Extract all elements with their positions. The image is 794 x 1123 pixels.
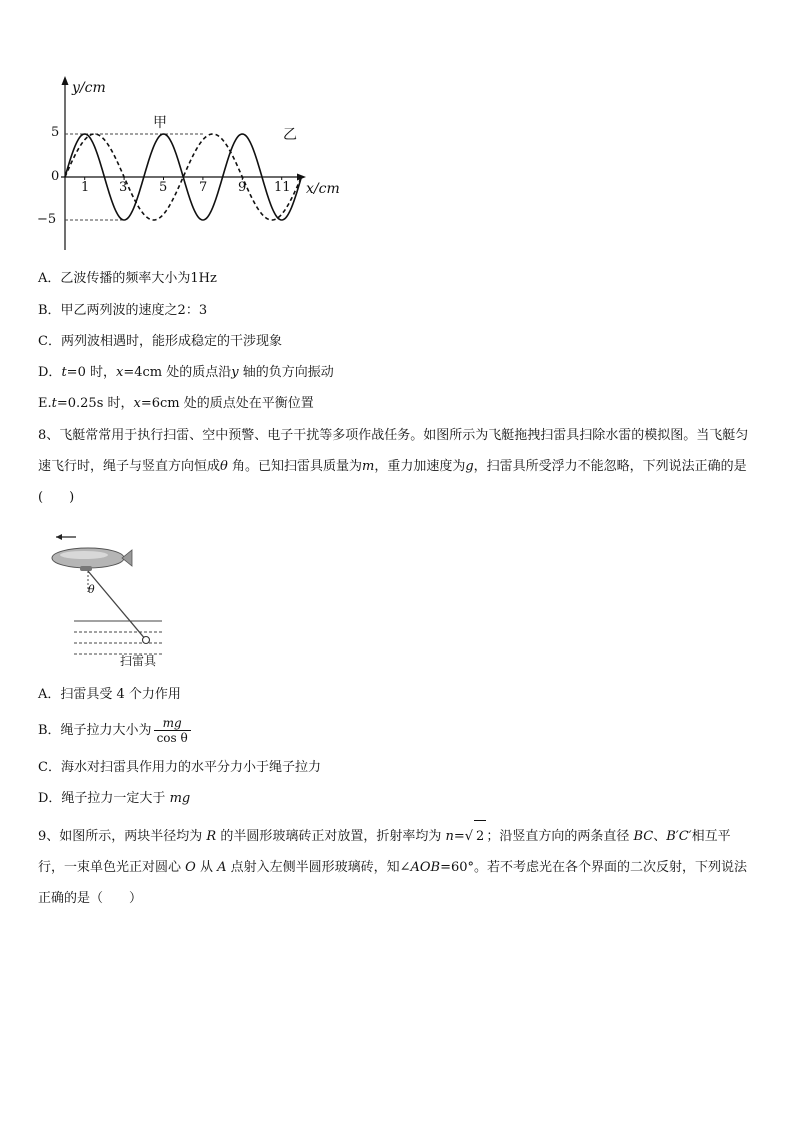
y-tick-neg5: −5 bbox=[37, 212, 57, 227]
q8-option-c: C．海水对扫雷具作用力的水平分力小于绳子拉力 bbox=[38, 760, 321, 775]
x-tick-11: 11 bbox=[274, 180, 291, 195]
q8-option-a: A．扫雷具受 4 个力作用 bbox=[38, 687, 181, 702]
airship bbox=[52, 548, 132, 571]
y-tick-0: 0 bbox=[51, 169, 60, 184]
wave-graph bbox=[30, 72, 360, 252]
tow-rope bbox=[88, 571, 146, 640]
airship-figure bbox=[40, 530, 180, 670]
sqrt-2: 2 bbox=[474, 820, 486, 852]
y-axis-arrow bbox=[62, 76, 69, 85]
q7-option-c: C．两列波相遇时，能形成稳定的干涉现象 bbox=[38, 334, 282, 349]
q7-option-d: D．t=0 时，x=4cm 处的质点沿y 轴的负方向振动 bbox=[38, 365, 334, 380]
q7-option-a: A．乙波传播的频率大小为1Hz bbox=[38, 271, 217, 286]
figure-theta-label: θ bbox=[88, 583, 95, 596]
wave-axes bbox=[61, 76, 306, 250]
q7-option-b: B．甲乙两列波的速度之2：3 bbox=[38, 303, 208, 318]
x-tick-3: 3 bbox=[119, 180, 128, 195]
x-axis-label: x/cm bbox=[306, 181, 340, 197]
label-yi: 乙 bbox=[283, 127, 297, 143]
q8-option-d: D．绳子拉力一定大于 mg bbox=[38, 791, 191, 806]
q8-option-b: B．绳子拉力大小为 $\frac{mg}{\text{cos θ}}$ bbox=[38, 712, 191, 750]
q9-stem: 9、如图所示，两块半径均为 R 的半圆形玻璃砖正对放置，折射率均为 n=√ 2 ；沿竖直方向的两条直径 BC、B′C′相互平行，一束单色光正对圆心 O 从 A 点射入左侧半圆形玻璃砖，知∠AOB=60°。若不考虑光在各个界面的二次反射，下列说法正确的是（ ） bbox=[38, 820, 756, 914]
q8-stem: 8、飞艇常常用于执行扫雷、空中预警、电子干扰等多项作战任务。如图所示为飞艇拖拽扫雷具扫除水雷的模拟图。当飞艇匀速飞行时，绳子与竖直方向恒成θ 角。已知扫雷具质量为m，重力加速度为g，扫雷具所受浮力不能忽略，下列说法正确的是( ) bbox=[38, 428, 749, 505]
q7-option-e: E.t=0.25s 时，x=6cm 处的质点处在平衡位置 bbox=[38, 396, 314, 411]
direction-arrow bbox=[56, 534, 76, 540]
minesweeper-body bbox=[143, 637, 150, 644]
x-tick-5: 5 bbox=[159, 180, 168, 195]
fraction-mg-over-cos: $\frac{mg}{\text{cos θ}}$ bbox=[154, 716, 191, 745]
label-jia: 甲 bbox=[153, 115, 167, 131]
x-tick-1: 1 bbox=[81, 180, 90, 195]
x-tick-7: 7 bbox=[199, 180, 208, 195]
y-axis-label: y/cm bbox=[72, 80, 106, 96]
y-tick-5: 5 bbox=[51, 125, 60, 140]
figure-minesweeper-label: 扫雷具 bbox=[120, 654, 157, 668]
x-tick-9: 9 bbox=[238, 180, 247, 195]
